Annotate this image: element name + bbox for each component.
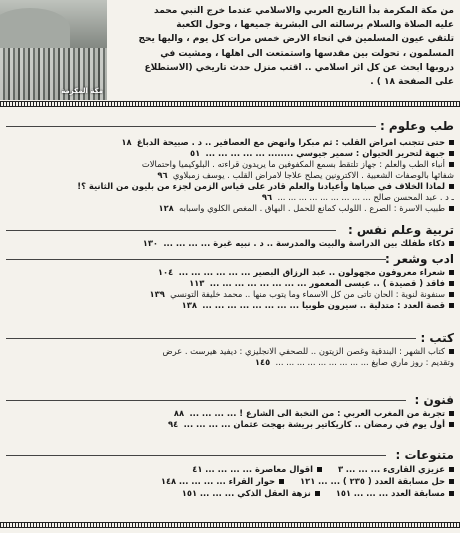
section-arts (6, 392, 454, 430)
intro-line: المسلمون ، تحولت بين مقدسها واستمتعت الى اهلها ، ومشيت في (160, 48, 454, 59)
intro-line: تلتقي عيون المسلمين في انحاء الارض خمس مرات كل يوم ، واليها يحج (138, 34, 454, 45)
bullet-icon (449, 292, 454, 297)
bullet-icon (315, 491, 320, 496)
bullet-icon (449, 140, 454, 145)
page-number: ١٤٨ (160, 476, 177, 486)
bullet-icon (449, 467, 454, 472)
section-title: طب وعلوم : (379, 119, 454, 133)
page-number: ٨٨ (173, 408, 185, 418)
section-title: متنوعات : (395, 448, 454, 462)
toc-entry[interactable]: حل مسابقة العدد ( ٢٣٥ ) ... ... ١٢١ (300, 475, 454, 487)
bullet-icon (449, 281, 454, 286)
bullet-icon (449, 491, 454, 496)
page-number: ١٢١ (299, 476, 316, 486)
page-number: ٥١ (189, 148, 201, 158)
bullet-icon (449, 479, 454, 484)
page-number: ١٤٥ (254, 357, 271, 367)
intro-line: عليه الصلاة والسلام برسالته الى البشرية جميعها ، وحول الكعبة (176, 20, 454, 31)
mecca-photo (0, 0, 107, 100)
section-title: تربية وعلم نفس : (347, 223, 454, 237)
page-number: ٩٦ (157, 170, 168, 180)
bullet-icon (449, 270, 454, 275)
section-rule (6, 259, 386, 260)
toc-entry[interactable]: ذكاء طفلك بين الدراسة والبيت والمدرسة .. د . نبيه غبرة ... ... ... ... ١٣٠ (6, 238, 454, 249)
page-number: ١٣٠ (142, 238, 159, 248)
toc-entry[interactable]: سنفونة لنوية : الحان تاتى من كل الاسماء وما يتوب منها .. محمد خليفة التونسي ١٣٩ (6, 289, 454, 300)
intro-paragraph (116, 4, 454, 89)
bullet-icon (449, 151, 454, 156)
toc-entry[interactable]: حوار القراء ... ... ... ... ١٤٨ (161, 475, 284, 487)
bullet-icon (449, 303, 454, 308)
toc-entry[interactable]: أول يوم في رمضان .. كاريكاتير بريشة بهجت عثمان ... ... ... ... ٩٤ (6, 419, 454, 430)
misc-row (6, 463, 454, 475)
toc-entry[interactable]: شعراء معروفون مجهولون .. عبد الرزاق البصير ... ... ... ... ... ... ١٠٤ (6, 267, 454, 278)
page-number: ١٢٨ (158, 203, 174, 213)
toc-entry[interactable]: طبيب الاسرة : الصرع . اللولب كمانع للحمل . البهاق . المغص الكلوي واسبابه ١٢٨ (6, 203, 454, 214)
section-rule (6, 126, 376, 127)
section-rule (6, 455, 386, 456)
section-science (6, 118, 454, 214)
page-number: ١٠٤ (157, 267, 174, 277)
toc-entry-continued[interactable]: شفائها بالوصفات الشعبية . الاكترونين يصلح علاجا لامراض القلب . يوسف زمبلاوي ٩٦ (157, 170, 454, 180)
bullet-icon (449, 411, 454, 416)
page-number: ١٨ (121, 137, 132, 147)
photo-hills (0, 8, 70, 48)
toc-entry[interactable]: عزيزي القارىء ... ... ... ٣ (338, 463, 454, 475)
toc-entry[interactable]: قصة العدد : متدلية .. سيرون طوبيا ... ... ... ... ... ... ... ... ١٣٨ (6, 300, 454, 311)
section-rule (6, 400, 406, 401)
page-number: ١٥١ (335, 488, 352, 498)
toc-entry[interactable]: اقوال معاصرة ... ... ... ... ٤١ (192, 463, 322, 475)
page-number: ٤١ (192, 464, 203, 474)
bullet-icon (449, 206, 454, 211)
bullet-icon (279, 479, 284, 484)
misc-row (6, 487, 454, 499)
photo-caption: مكة المكرمة (61, 87, 103, 95)
toc-entry[interactable]: حتى تتجنب امراض القلب : ثم مبكرا وانهض مع العصافير .. د . صبيحة الدباغ ١٨ (6, 137, 454, 148)
top-border-band (0, 101, 460, 107)
section-title: فنون : (414, 393, 454, 407)
toc-entry[interactable]: فاقد ( قصيدة ) .. عيسى المعمور ... ... ... ... ... ... ... ... ١١٣ (6, 278, 454, 289)
page-number: ٩٦ (261, 192, 273, 202)
page-number: ١٣٩ (149, 289, 165, 299)
page-number: ١٣٨ (181, 300, 197, 310)
intro-line: من مكة المكرمة بدأ التاريخ العربي والاسلامي عندما خرج النبي محمد (154, 6, 454, 16)
toc-entry[interactable]: نزهة العقل الذكي ... ... ... ١٥١ (182, 487, 320, 499)
toc-entry-continued[interactable]: وتقديم : روز ماري صايغ ... ... ... ... ... ... ... ... ... ١٤٥ (254, 357, 454, 367)
bottom-border-band (0, 522, 460, 528)
section-rule (6, 338, 416, 339)
section-title: كتب : (420, 331, 454, 345)
toc-entry[interactable]: أنباء الطب والعلم : جهاز تلتقط بسمع المكفوفين ما يريدون قراءته . البلوكيميا واحتمالات (6, 159, 454, 170)
page-number: ١٥١ (181, 488, 198, 498)
toc-entry[interactable]: جبهة لتحرير الحيوان : سمير جيوسي ........ ... ... ... ... ... ٥١ (6, 148, 454, 159)
intro-line: دروبها ابحث عن كل اثر اسلامي .. اقتب منزل حدث تاريخي (الاستطلاع (144, 62, 454, 73)
bullet-icon (449, 162, 454, 167)
toc-entry[interactable]: تجربة من المغرب العربي : من النخبة الى الشارع ! ... ... ... ... ٨٨ (6, 408, 454, 419)
toc-entry-continued[interactable]: ـ د . عبد المحسن صالح ... ... ... ... ... ... ... ... ... ٩٦ (261, 192, 454, 202)
section-title: ادب وشعر : (385, 252, 454, 266)
page-number: ١١٣ (189, 278, 205, 288)
intro-line: على الصفحة ١٨ ) . (370, 77, 454, 88)
section-rule (6, 230, 336, 231)
toc-entry[interactable]: كتاب الشهر : البندقية وغصن الزيتون .. للصحفي الانجليزي : ديفيد هيرست . عرض (6, 346, 454, 357)
page-number: ٣ (337, 464, 344, 474)
section-education (6, 222, 454, 249)
section-books (6, 330, 454, 368)
section-misc (6, 447, 454, 499)
bullet-icon (449, 184, 454, 189)
section-literature (6, 251, 454, 311)
toc-entry[interactable]: لماذا الخلاف في صباها وأعيادنا والعلم قادر على قياس الزمن لجزء من بليون من الثانية ؟! (6, 181, 454, 192)
bullet-icon (449, 241, 454, 246)
misc-row (6, 475, 454, 487)
bullet-icon (449, 349, 454, 354)
bullet-icon (317, 467, 322, 472)
page-number: ٩٤ (168, 419, 179, 429)
toc-entry[interactable]: مسابقة العدد ... ... ... ١٥١ (336, 487, 454, 499)
bullet-icon (449, 422, 454, 427)
